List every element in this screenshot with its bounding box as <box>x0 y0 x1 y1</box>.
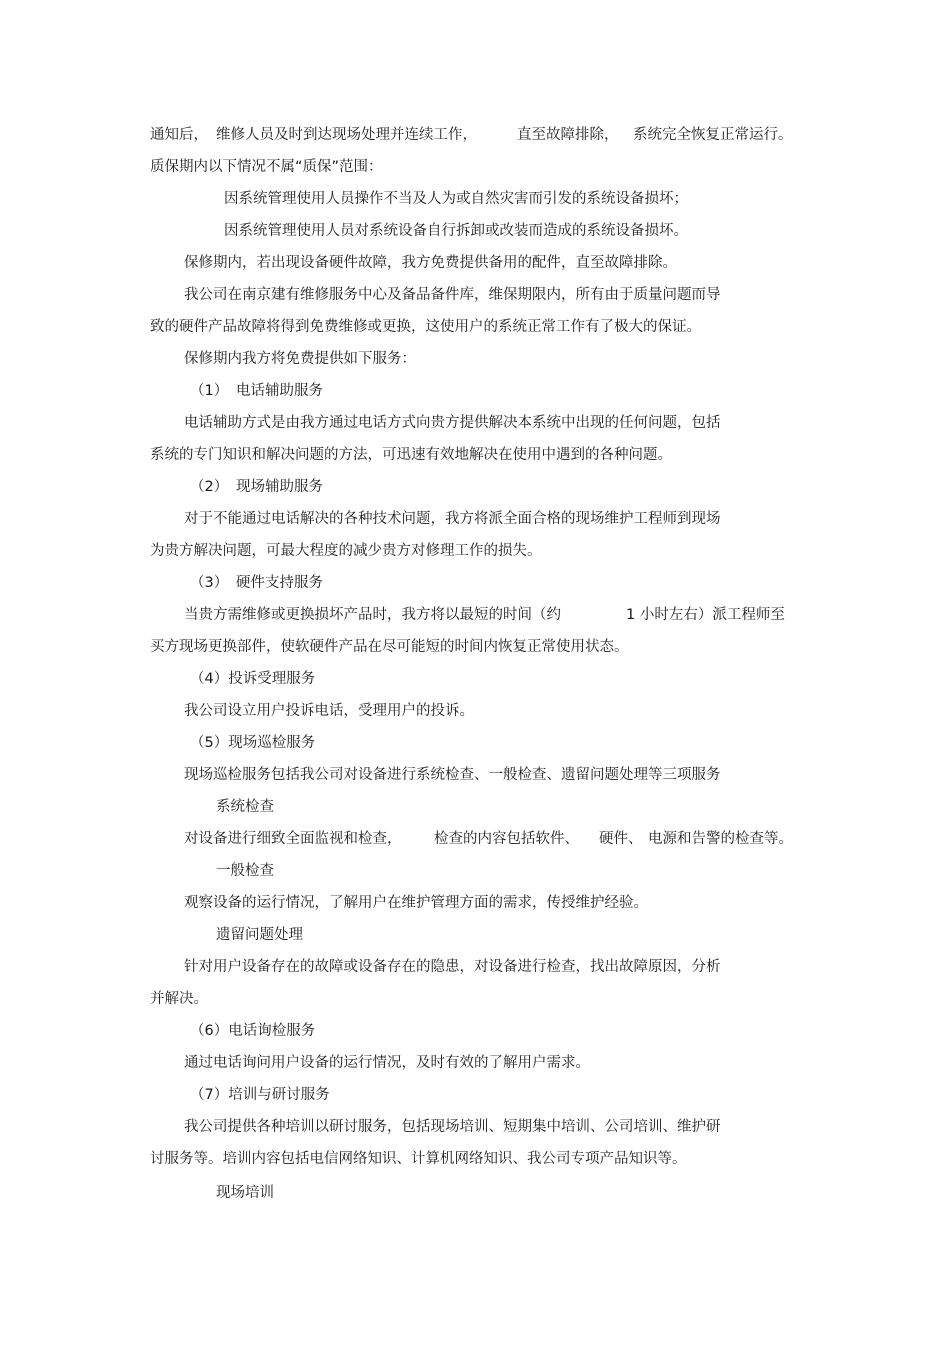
text-segment: 当贵方需维修或更换损坏产品时，我方将以最短的时间（约 <box>184 607 561 623</box>
text-line: 针对用户设备存在的故障或设备存在的隐患，对设备进行检查，找出故障原因，分析 <box>184 959 721 975</box>
section-title: 电话辅助服务 <box>236 383 323 399</box>
text-segment: 对设备进行细致全面监视和检查， <box>184 831 402 847</box>
text-line: 电话辅助方式是由我方通过电话方式向贵方提供解决本系统中出现的任何问题，包括 <box>184 415 721 431</box>
section-heading: （4）投诉受理服务 <box>190 671 316 687</box>
text-line: 因系统管理使用人员操作不当及人为或自然灾害而引发的系统设备损坏； <box>224 191 688 207</box>
text-line: 我公司在南京建有维修服务中心及备品备件库，维保期限内，所有由于质量问题而导 <box>184 287 721 303</box>
section-number: （1） <box>190 383 229 399</box>
sub-heading: 遗留问题处理 <box>216 927 303 943</box>
text-line: 保修期内，若出现设备硬件故障，我方免费提供备用的配件，直至故障排除。 <box>184 255 677 271</box>
text-line: 质保期内以下情况不属“质保”范围： <box>150 159 383 175</box>
text-line: 观察设备的运行情况，了解用户在维护管理方面的需求，传授维护经验。 <box>184 895 648 911</box>
text-segment: 硬件、 <box>599 831 643 847</box>
text-line: 系统的专门知识和解决问题的方法，可迅速有效地解决在使用中遇到的各种问题。 <box>150 447 672 463</box>
section-heading: （6）电话询检服务 <box>190 1023 316 1039</box>
text-segment: 维修人员及时到达现场处理并连续工作， <box>216 127 477 143</box>
text-line: 因系统管理使用人员对系统设备自行拆卸或改装而造成的系统设备损坏。 <box>224 223 688 239</box>
text-line: 买方现场更换部件，使软硬件产品在尽可能短的时间内恢复正常使用状态。 <box>150 639 629 655</box>
text-line: 讨服务等。培训内容包括电信网络知识、计算机网络知识、我公司专项产品知识等。 <box>150 1151 687 1167</box>
sub-heading: 一般检查 <box>216 863 274 879</box>
text-segment: 1 小时左右）派工程师至 <box>626 607 785 623</box>
section-number: （3） <box>190 575 229 591</box>
text-segment: 检查的内容包括软件、 <box>434 831 579 847</box>
text-line: 保修期内我方将免费提供如下服务： <box>184 351 416 367</box>
section-heading: （7）培训与研讨服务 <box>190 1087 330 1103</box>
text-line: 我公司设立用户投诉电话，受理用户的投诉。 <box>184 703 474 719</box>
text-line: 致的硬件产品故障将得到免费维修或更换，这使用户的系统正常工作有了极大的保证。 <box>150 319 701 335</box>
text-line: 对于不能通过电话解决的各种技术问题，我方将派全面合格的现场维护工程师到现场 <box>184 511 721 527</box>
text-line: 现场巡检服务包括我公司对设备进行系统检查、一般检查、遗留问题处理等三项服务 <box>184 767 721 783</box>
text-segment: 通知后， <box>150 127 208 143</box>
text-line: 并解决。 <box>150 991 208 1007</box>
text-line: 为贵方解决问题，可最大程度的减少贵方对修理工作的损失。 <box>150 543 542 559</box>
sub-heading: 现场培训 <box>216 1185 274 1201</box>
section-heading: （5）现场巡检服务 <box>190 735 316 751</box>
text-line: 通过电话询问用户设备的运行情况，及时有效的了解用户需求。 <box>184 1055 590 1071</box>
section-title: 现场辅助服务 <box>236 479 323 495</box>
text-line: 我公司提供各种培训以研讨服务，包括现场培训、短期集中培训、公司培训、维护研 <box>184 1119 721 1135</box>
text-segment: 系统完全恢复正常运行。 <box>633 127 793 143</box>
section-title: 硬件支持服务 <box>236 575 323 591</box>
text-segment: 电源和告警的检查等。 <box>648 831 793 847</box>
sub-heading: 系统检查 <box>216 799 274 815</box>
section-number: （2） <box>190 479 229 495</box>
text-segment: 直至故障排除， <box>517 127 619 143</box>
